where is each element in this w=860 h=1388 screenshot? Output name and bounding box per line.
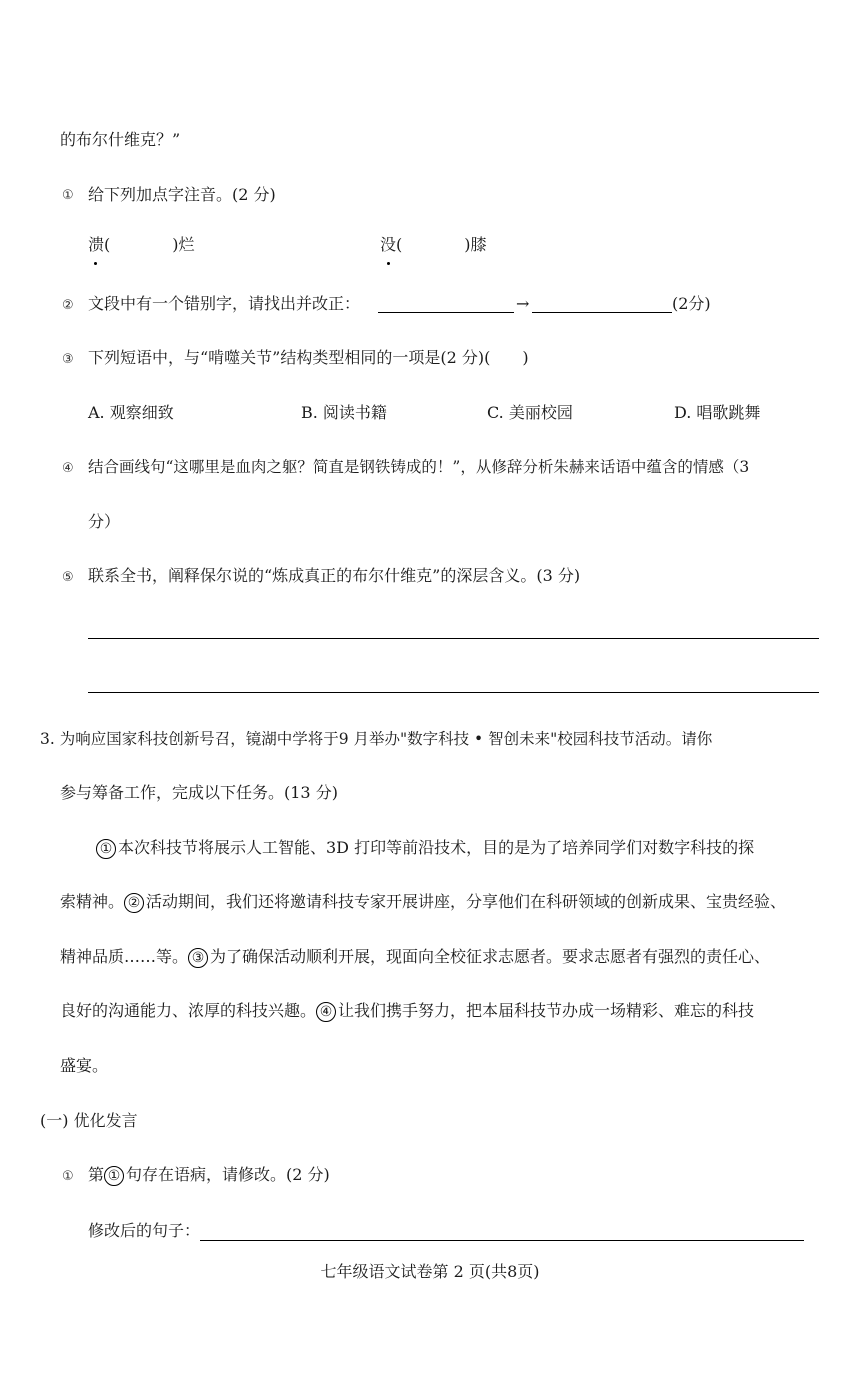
question-3-number: ③ — [62, 352, 74, 367]
revised-sentence-label: 修改后的句子： — [88, 1221, 201, 1240]
pinyin-word-1-prefix: 溃( — [88, 235, 111, 254]
pinyin-word-2-suffix: )膝 — [464, 235, 487, 254]
passage-text-4b: 让我们携手努力，把本届科技节办成一场精彩、难忘的科技 — [338, 1001, 755, 1020]
passage-line-3 — [60, 946, 770, 968]
question-1-number: ① — [62, 188, 74, 203]
question-3-text: 下列短语中，与“啃噬关节”结构类型相同的一项是(2 分)( ) — [88, 348, 529, 367]
question-5-text: 联系全书，阐释保尔说的“炼成真正的布尔什维克”的深层含义。(3 分) — [88, 566, 581, 585]
answer-line-2[interactable] — [88, 692, 819, 693]
paragraph-tail: 的布尔什维克？” — [60, 130, 181, 149]
option-c: C. 美丽校园 — [487, 403, 573, 422]
option-a: A. 观察细致 — [88, 403, 174, 422]
answer-line-1[interactable] — [88, 638, 819, 639]
subquestion-1-text-b: 句存在语病，请修改。(2 分) — [126, 1165, 330, 1184]
subsection-title: (一) 优化发言 — [40, 1111, 138, 1130]
question-4-text: 结合画线句“这哪里是血肉之躯？简直是钢铁铸成的！”，从修辞分析朱赫来话语中蕴含的情感（3 — [88, 458, 750, 476]
sentence-marker-3: ③ — [188, 948, 208, 968]
pinyin-word-2-prefix: 没( — [380, 235, 403, 254]
passage-text-2a: 索精神。 — [60, 892, 125, 911]
question-2-text: 文段中有一个错别字，请找出并改正： — [88, 294, 361, 313]
passage-text-1: 本次科技节将展示人工智能、3D 打印等前沿技术，目的是为了培养同学们对数字科技的探 — [118, 838, 755, 857]
sentence-marker-4: ④ — [316, 1002, 336, 1022]
subquestion-1-text-a: 第 — [88, 1165, 105, 1184]
sentence-marker-ref: ① — [104, 1166, 124, 1186]
question-4-text-cont: 分） — [88, 512, 121, 531]
question-5-number: ⑤ — [62, 570, 74, 585]
passage-line-1 — [96, 837, 754, 859]
pinyin-word-2 — [380, 234, 487, 256]
emphasis-dot-2 — [387, 262, 390, 265]
section-3-intro-line-1: 3. 为响应国家科技创新号召，镜湖中学将于9 月举办"数字科技 • 智创未来"校园科技节活动。请你 — [40, 730, 713, 748]
answer-blank-correct-char[interactable] — [532, 312, 672, 313]
question-2-score: (2分) — [672, 294, 711, 313]
subquestion-1-text — [88, 1164, 330, 1186]
question-2-number: ② — [62, 298, 74, 313]
passage-text-3a: 精神品质……等。 — [60, 947, 189, 966]
answer-blank-wrong-char[interactable] — [378, 312, 514, 313]
passage-line-2 — [60, 891, 786, 913]
passage-text-2b: 活动期间，我们还将邀请科技专家开展讲座，分享他们在科研领域的创新成果、宝贵经验、 — [146, 892, 787, 911]
option-d: D. 唱歌跳舞 — [674, 403, 761, 422]
sentence-marker-1: ① — [96, 839, 116, 859]
question-4-number: ④ — [62, 461, 74, 476]
page-footer: 七年级语文试卷第 2 页(共8页) — [320, 1262, 540, 1281]
passage-text-3b: 为了确保活动顺利开展，现面向全校征求志愿者。要求志愿者有强烈的责任心、 — [210, 947, 771, 966]
revised-sentence-blank[interactable] — [200, 1240, 804, 1241]
option-b: B. 阅读书籍 — [301, 403, 387, 422]
passage-line-5: 盛宴。 — [60, 1056, 109, 1075]
pinyin-word-1-suffix: )烂 — [172, 235, 195, 254]
sentence-marker-2: ② — [124, 893, 144, 913]
pinyin-word-1 — [88, 234, 195, 256]
subquestion-1-number: ① — [62, 1169, 74, 1184]
passage-text-4a: 良好的沟通能力、浓厚的科技兴趣。 — [60, 1001, 317, 1020]
arrow-icon: → — [516, 294, 530, 313]
question-1-text: 给下列加点字注音。(2 分) — [88, 185, 276, 204]
section-3-intro-line-2: 参与筹备工作，完成以下任务。(13 分) — [60, 783, 338, 802]
passage-line-4 — [60, 1000, 754, 1022]
emphasis-dot-1 — [94, 262, 97, 265]
